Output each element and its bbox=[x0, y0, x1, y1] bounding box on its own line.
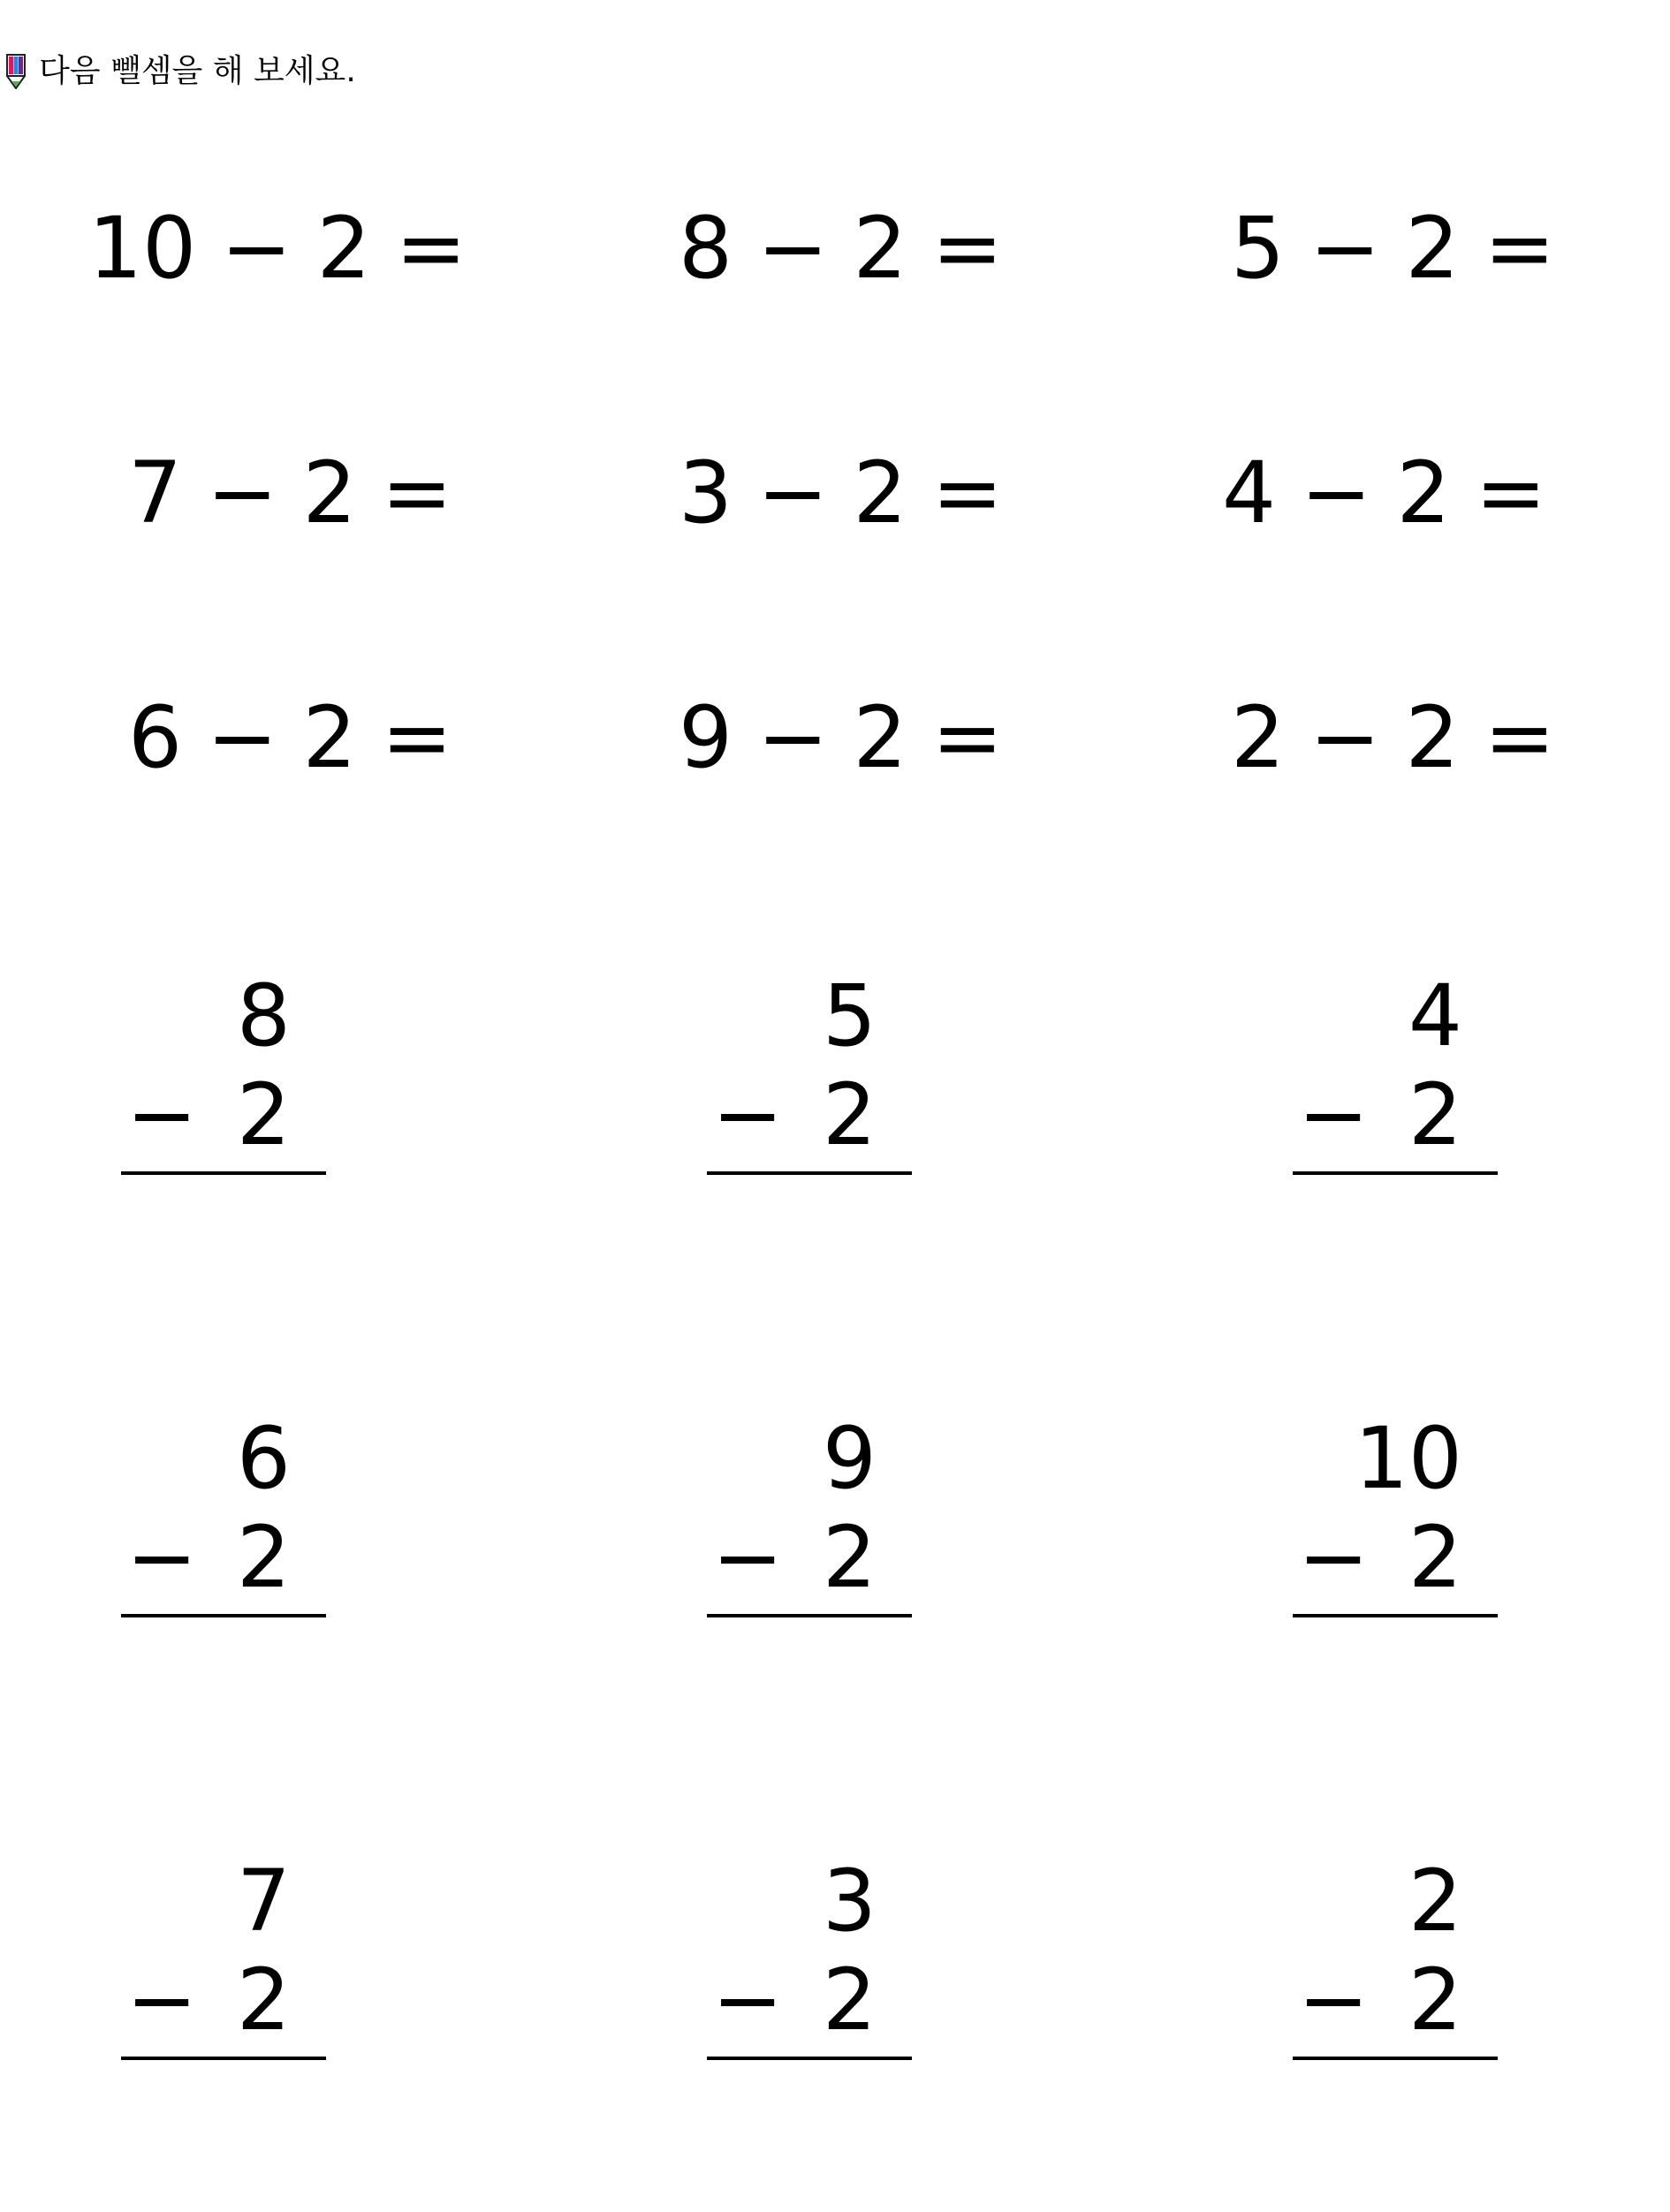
subtrahend: 2 bbox=[853, 443, 907, 542]
vertical-problem bbox=[1293, 1409, 1498, 1624]
horizontal-problem bbox=[679, 200, 1003, 297]
answer-line bbox=[1293, 1614, 1498, 1617]
instruction-text: 다음 뺄셈을 해 보세요. bbox=[39, 53, 356, 89]
vertical-problem bbox=[121, 1852, 326, 2066]
subtrahend: 2 bbox=[1396, 443, 1451, 542]
minus-sign: − bbox=[207, 443, 278, 542]
subtrahend: 2 bbox=[302, 443, 357, 542]
equals-sign: = bbox=[1484, 688, 1556, 787]
minuend: 7 bbox=[236, 1852, 291, 1951]
minuend: 3 bbox=[679, 443, 733, 542]
minuend: 10 bbox=[88, 199, 197, 298]
subtrahend: 2 bbox=[302, 688, 357, 787]
minus-sign: − bbox=[1301, 443, 1372, 542]
subtrahend: 2 bbox=[822, 1065, 877, 1164]
minuend: 7 bbox=[128, 443, 183, 542]
answer-line bbox=[1293, 1171, 1498, 1175]
minuend: 8 bbox=[679, 199, 733, 298]
horizontal-problem bbox=[1222, 444, 1546, 542]
horizontal-problem bbox=[679, 444, 1003, 542]
minuend: 9 bbox=[822, 1409, 877, 1508]
minuend: 4 bbox=[1408, 966, 1462, 1065]
vertical-problem bbox=[707, 1852, 912, 2066]
answer-line bbox=[121, 2057, 326, 2060]
minuend: 3 bbox=[822, 1852, 877, 1951]
minuend: 2 bbox=[1408, 1852, 1462, 1951]
equals-sign: = bbox=[381, 688, 453, 787]
minuend: 9 bbox=[679, 688, 733, 787]
horizontal-problem bbox=[128, 689, 452, 786]
minus-sign: − bbox=[1309, 199, 1381, 298]
minuend: 5 bbox=[822, 966, 877, 1065]
minuend: 5 bbox=[1231, 199, 1286, 298]
vertical-problem bbox=[707, 1409, 912, 1624]
minus-sign: − bbox=[1298, 1508, 1370, 1607]
minuend: 6 bbox=[236, 1409, 291, 1508]
minuend: 8 bbox=[236, 966, 291, 1065]
minus-sign: − bbox=[757, 443, 829, 542]
subtrahend: 2 bbox=[1408, 1065, 1462, 1164]
answer-line bbox=[707, 1171, 912, 1175]
equals-sign: = bbox=[931, 443, 1004, 542]
minus-sign: − bbox=[207, 688, 278, 787]
vertical-problem bbox=[121, 966, 326, 1181]
minuend: 6 bbox=[128, 688, 183, 787]
subtrahend: 2 bbox=[236, 1065, 291, 1164]
minus-sign: − bbox=[126, 1065, 198, 1164]
subtrahend: 2 bbox=[1405, 688, 1460, 787]
subtrahend: 2 bbox=[1408, 1508, 1462, 1607]
vertical-problem bbox=[1293, 1852, 1498, 2066]
minuend: 4 bbox=[1222, 443, 1277, 542]
equals-sign: = bbox=[931, 688, 1004, 787]
minus-sign: − bbox=[712, 1951, 784, 2049]
instruction bbox=[5, 49, 356, 94]
vertical-problem bbox=[1293, 966, 1498, 1181]
horizontal-problem bbox=[679, 689, 1003, 786]
equals-sign: = bbox=[1484, 199, 1556, 298]
minus-sign: − bbox=[757, 688, 829, 787]
minus-sign: − bbox=[126, 1508, 198, 1607]
answer-line bbox=[707, 2057, 912, 2060]
minus-sign: − bbox=[1298, 1951, 1370, 2049]
minus-sign: − bbox=[221, 199, 292, 298]
subtrahend: 2 bbox=[853, 688, 907, 787]
equals-sign: = bbox=[381, 443, 453, 542]
equals-sign: = bbox=[395, 199, 467, 298]
subtrahend: 2 bbox=[1408, 1951, 1462, 2049]
minus-sign: − bbox=[712, 1508, 784, 1607]
subtrahend: 2 bbox=[853, 199, 907, 298]
minus-sign: − bbox=[712, 1065, 784, 1164]
horizontal-problem bbox=[1231, 689, 1555, 786]
subtrahend: 2 bbox=[236, 1508, 291, 1607]
horizontal-problem bbox=[88, 200, 467, 297]
minus-sign: − bbox=[1309, 688, 1381, 787]
subtrahend: 2 bbox=[822, 1951, 877, 2049]
equals-sign: = bbox=[1475, 443, 1547, 542]
equals-sign: = bbox=[931, 199, 1004, 298]
answer-line bbox=[121, 1171, 326, 1175]
minuend: 2 bbox=[1231, 688, 1286, 787]
vertical-problem bbox=[707, 966, 912, 1181]
answer-line bbox=[707, 1614, 912, 1617]
minus-sign: − bbox=[1298, 1065, 1370, 1164]
minus-sign: − bbox=[126, 1951, 198, 2049]
pencil-icon bbox=[5, 53, 27, 90]
answer-line bbox=[1293, 2057, 1498, 2060]
subtrahend: 2 bbox=[236, 1951, 291, 2049]
minuend: 10 bbox=[1354, 1409, 1462, 1508]
subtrahend: 2 bbox=[1405, 199, 1460, 298]
horizontal-problem bbox=[128, 444, 452, 542]
answer-line bbox=[121, 1614, 326, 1617]
horizontal-problem bbox=[1231, 200, 1555, 297]
subtrahend: 2 bbox=[822, 1508, 877, 1607]
subtrahend: 2 bbox=[316, 199, 371, 298]
minus-sign: − bbox=[757, 199, 829, 298]
vertical-problem bbox=[121, 1409, 326, 1624]
